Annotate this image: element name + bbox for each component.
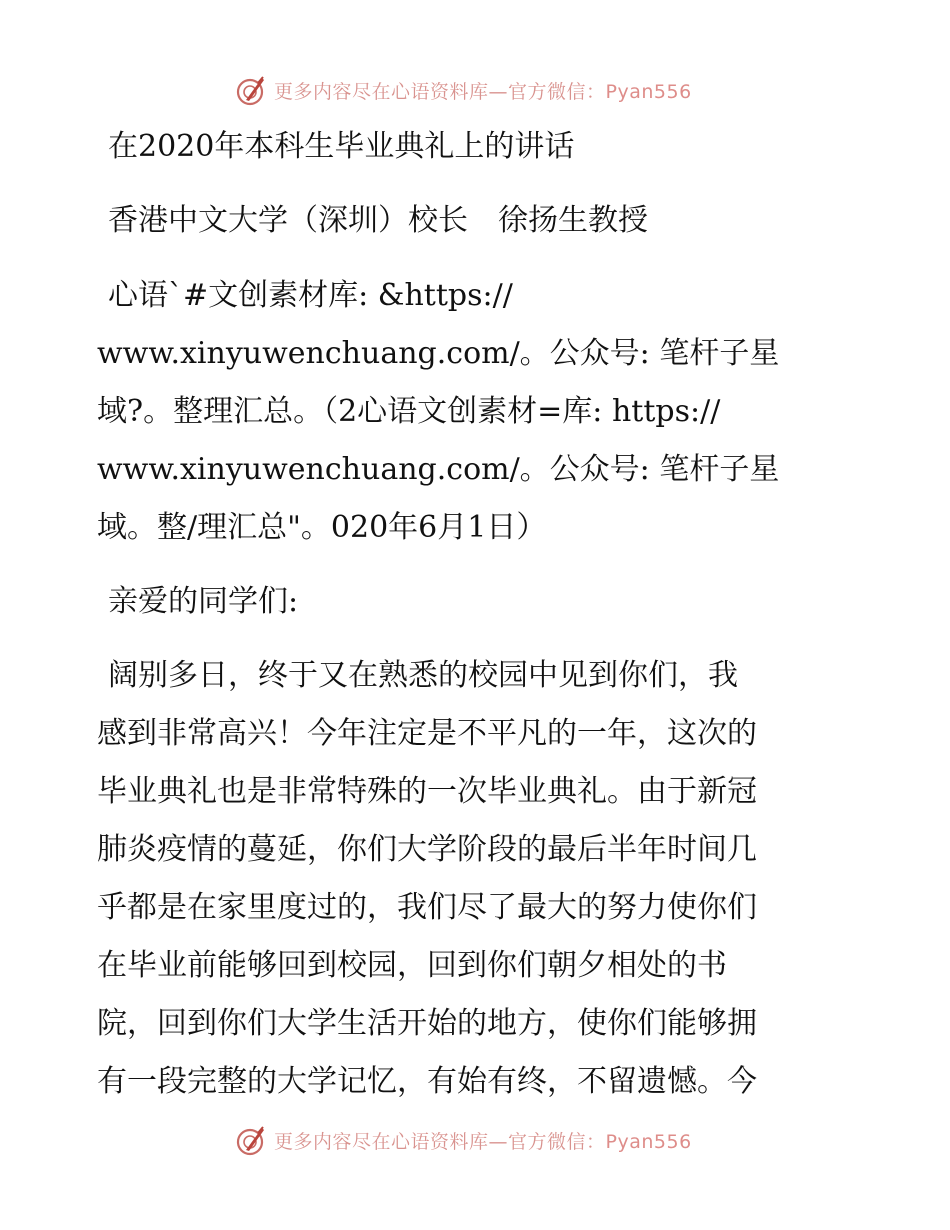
banner-label: 更多内容尽在心语资料库—官方微信： (274, 80, 606, 103)
document-title: 在2020年本科生毕业典礼上的讲话 (108, 129, 575, 164)
banner-text (274, 1127, 692, 1154)
quill-logo-icon (236, 1124, 268, 1156)
source-line: 心语`#文创素材库: &https:// (108, 278, 513, 313)
banner-handle: Pyan556 (605, 80, 692, 103)
source-line: 域?。整理汇总。（2心语文创素材=库: https:// (97, 394, 721, 429)
banner-label: 更多内容尽在心语资料库—官方微信： (274, 1130, 606, 1153)
header-banner (236, 72, 716, 108)
footer-banner (236, 1122, 716, 1158)
body-line: 有一段完整的大学记忆，有始有终，不留遗憾。今 (97, 1064, 757, 1099)
body-line: 感到非常高兴！今年注定是不平凡的一年，这次的 (97, 716, 757, 751)
body-line: 乎都是在家里度过的，我们尽了最大的努力使你们 (97, 890, 757, 925)
source-line: www.xinyuwenchuang.com/。公众号: 笔杆子星 (97, 336, 780, 371)
document-author: 香港中文大学（深圳）校长 徐扬生教授 (108, 203, 648, 238)
source-line: www.xinyuwenchuang.com/。公众号: 笔杆子星 (97, 452, 780, 487)
body-line: 肺炎疫情的蔓延，你们大学阶段的最后半年时间几 (97, 832, 757, 867)
banner-text (274, 77, 692, 104)
quill-logo-icon (236, 74, 268, 106)
banner-handle: Pyan556 (605, 1130, 692, 1153)
body-line: 毕业典礼也是非常特殊的一次毕业典礼。由于新冠 (97, 774, 757, 809)
body-line: 在毕业前能够回到校园，回到你们朝夕相处的书 (97, 948, 727, 983)
salutation: 亲爱的同学们: (108, 584, 299, 619)
body-line: 院，回到你们大学生活开始的地方，使你们能够拥 (97, 1006, 757, 1041)
body-line: 阔别多日，终于又在熟悉的校园中见到你们，我 (108, 658, 738, 693)
source-line: 域。整/理汇总"。020年6月1日） (97, 510, 547, 545)
